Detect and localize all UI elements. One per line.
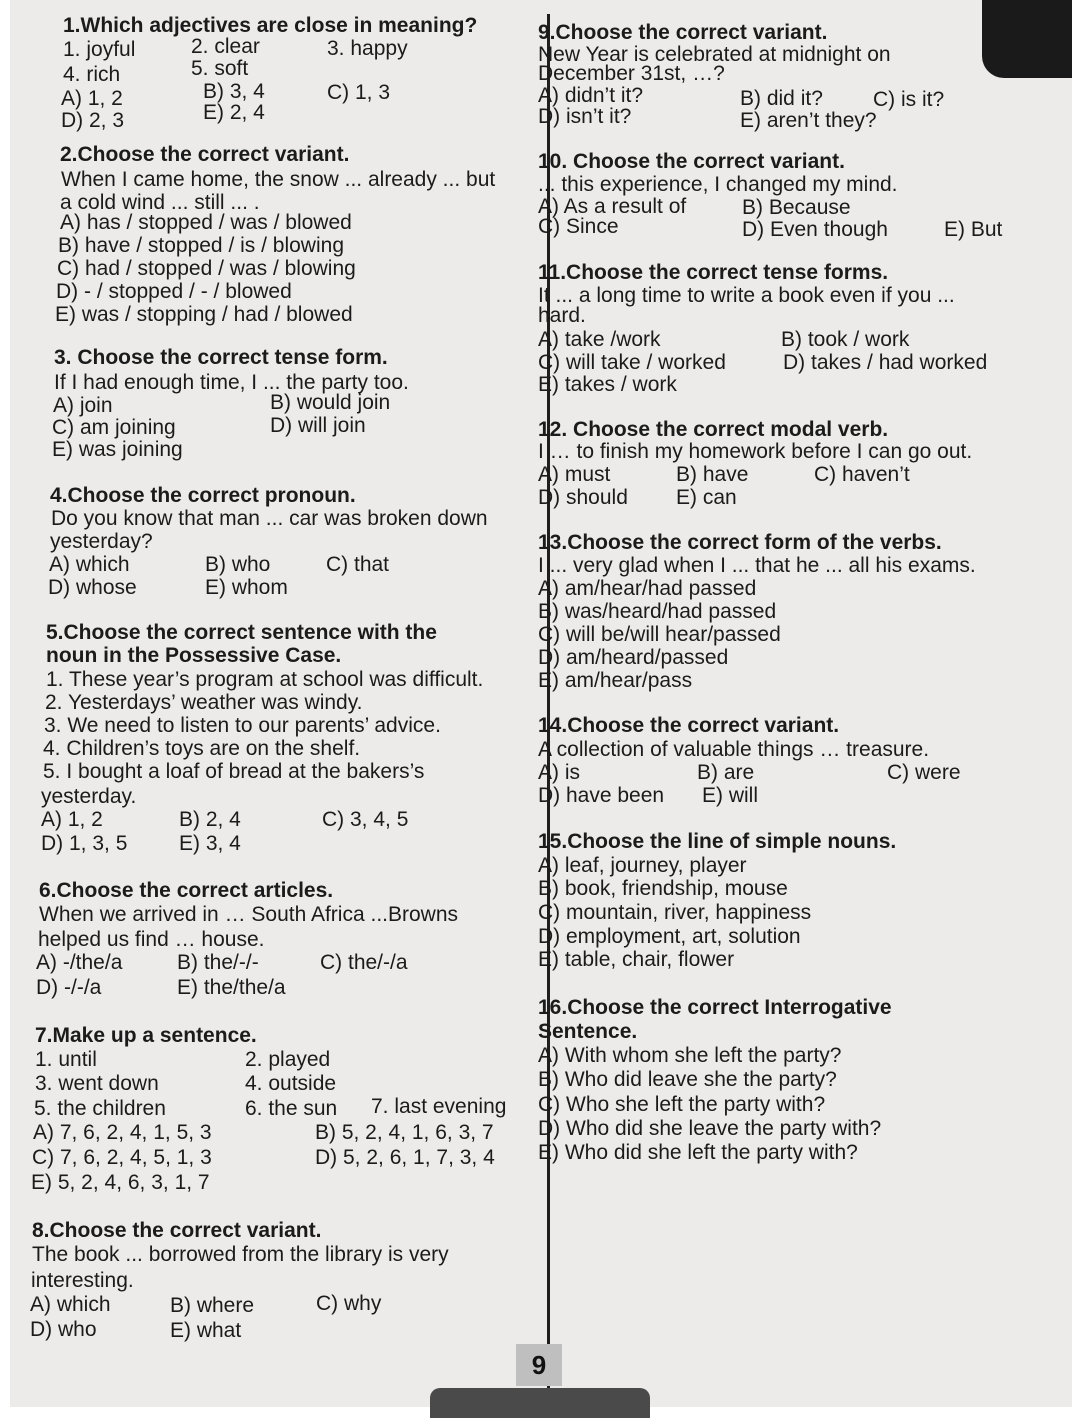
question-text: The book ... borrowed from the library is very <box>32 1243 449 1266</box>
question-text: A collection of valuable things … treasure. <box>538 738 930 761</box>
question-text: hard. <box>538 304 586 327</box>
option-d[interactable]: D) have been <box>538 784 665 807</box>
question-3 <box>52 346 539 461</box>
option-a[interactable]: A) As a result of <box>538 195 687 218</box>
option-d[interactable]: D) -/-/a <box>36 976 102 999</box>
option-a[interactable]: A) didn’t it? <box>538 84 644 107</box>
option-b[interactable]: B) where <box>170 1294 255 1317</box>
option-b[interactable]: B) Who did leave she the party? <box>538 1068 837 1091</box>
question-text: helped us find … house. <box>38 928 265 951</box>
statement: 4. Children’s toys are on the shelf. <box>43 737 361 760</box>
option-d[interactable]: D) takes / had worked <box>783 351 988 374</box>
question-title: 2.Choose the correct variant. <box>60 143 350 166</box>
option-c[interactable]: C) will take / worked <box>538 351 726 374</box>
question-1 <box>61 14 543 132</box>
option-e[interactable]: E) aren’t they? <box>740 109 877 132</box>
question-text: December 31st, …? <box>538 62 725 85</box>
option-a[interactable]: A) -/the/a <box>36 951 123 974</box>
question-title: noun in the Possessive Case. <box>46 644 342 667</box>
question-15 <box>538 830 1023 971</box>
question-title: 13.Choose the correct form of the verbs. <box>538 531 942 554</box>
option-b[interactable]: B) who <box>205 553 271 576</box>
option-e[interactable]: E) But <box>944 218 1003 241</box>
option-d[interactable]: D) whose <box>48 576 137 599</box>
question-title: 15.Choose the line of simple nouns. <box>538 830 897 853</box>
option-a[interactable]: A) leaf, journey, player <box>538 854 747 877</box>
question-text: a cold wind ... still ... . <box>60 191 260 214</box>
option-a[interactable]: A) join <box>53 394 113 417</box>
option-b[interactable]: B) have <box>676 463 749 486</box>
question-title: 14.Choose the correct variant. <box>538 714 840 737</box>
item: 7. last evening <box>371 1095 507 1118</box>
option-d[interactable]: D) Who did she leave the party with? <box>538 1117 882 1140</box>
option-a[interactable]: A) With whom she left the party? <box>538 1044 842 1067</box>
option-a[interactable]: A) take /work <box>538 328 661 351</box>
statement: 2. Yesterdays’ weather was windy. <box>45 691 363 714</box>
option-c[interactable]: C) were <box>887 761 961 784</box>
question-14 <box>538 714 1023 807</box>
worksheet-page <box>10 0 1072 1407</box>
option-d[interactable]: D) should <box>538 486 628 509</box>
option-c[interactable]: C) 1, 3 <box>327 81 391 104</box>
item: 2. played <box>245 1048 331 1071</box>
question-2 <box>55 143 545 326</box>
option-b[interactable]: B) was/heard/had passed <box>538 600 777 623</box>
option-b[interactable]: B) the/-/- <box>177 951 259 974</box>
option-c[interactable]: C) 7, 6, 2, 4, 5, 1, 3 <box>32 1146 212 1169</box>
option-a[interactable]: A) 7, 6, 2, 4, 1, 5, 3 <box>33 1121 212 1144</box>
item: 3. happy <box>327 37 408 60</box>
question-title: 7.Make up a sentence. <box>35 1024 257 1047</box>
option-d[interactable]: D) employment, art, solution <box>538 925 801 948</box>
option-d[interactable]: D) 5, 2, 6, 1, 7, 3, 4 <box>315 1146 495 1169</box>
option-d[interactable]: D) 2, 3 <box>61 109 125 132</box>
page-number: 9 <box>516 1344 562 1386</box>
option-e[interactable]: E) the/the/a <box>177 976 286 999</box>
question-10 <box>538 150 1018 241</box>
option-e[interactable]: E) will <box>702 784 758 807</box>
option-c[interactable]: C) Since <box>538 215 619 238</box>
item: 6. the sun <box>245 1097 338 1120</box>
option-e[interactable]: E) am/hear/pass <box>538 669 693 692</box>
question-6 <box>36 879 539 999</box>
option-b[interactable]: B) did it? <box>740 87 823 110</box>
option-d[interactable]: D) who <box>30 1318 97 1341</box>
option-c[interactable]: C) that <box>326 553 390 576</box>
question-title: 11.Choose the correct tense forms. <box>538 261 889 284</box>
item: 5. the children <box>34 1097 166 1120</box>
option-b[interactable]: B) have / stopped / is / blowing <box>58 234 344 257</box>
option-e[interactable]: E) 3, 4 <box>179 832 241 855</box>
option-b[interactable]: B) 2, 4 <box>179 808 241 831</box>
option-e[interactable]: E) 2, 4 <box>203 101 265 124</box>
statement: 5. I bought a loaf of bread at the bakers’s <box>43 760 425 783</box>
question-11 <box>538 261 1018 396</box>
question-4 <box>48 484 540 599</box>
item: 3. went down <box>35 1072 159 1095</box>
option-e[interactable]: E) can <box>676 486 737 509</box>
option-c[interactable]: C) 3, 4, 5 <box>322 808 409 831</box>
question-title: 16.Choose the correct Interrogative <box>538 996 892 1019</box>
question-text: Do you know that man ... car was broken down <box>51 507 488 530</box>
item: 4. outside <box>245 1072 337 1095</box>
option-d[interactable]: D) am/heard/passed <box>538 646 729 669</box>
question-text: I ... very glad when I ... that he ... all his exams. <box>538 554 976 577</box>
question-title: 6.Choose the correct articles. <box>39 879 334 902</box>
home-indicator-bar <box>430 1388 650 1418</box>
question-5 <box>41 621 541 855</box>
question-9 <box>538 21 1018 132</box>
option-e[interactable]: E) Who did she left the party with? <box>538 1141 858 1164</box>
question-title: 12. Choose the correct modal verb. <box>538 418 889 441</box>
option-b[interactable]: B) 5, 2, 4, 1, 6, 3, 7 <box>315 1121 494 1144</box>
question-16 <box>538 996 1023 1164</box>
option-d[interactable]: D) 1, 3, 5 <box>41 832 128 855</box>
statement: 1. These year’s program at school was difficult. <box>46 668 484 691</box>
question-title: 8.Choose the correct variant. <box>32 1219 322 1242</box>
option-e[interactable]: E) whom <box>205 576 288 599</box>
question-title: 3. Choose the correct tense form. <box>54 346 388 369</box>
option-c[interactable]: C) mountain, river, happiness <box>538 901 812 924</box>
option-c[interactable]: C) am joining <box>52 416 176 439</box>
option-a[interactable]: A) which <box>30 1293 111 1316</box>
option-a[interactable]: A) 1, 2 <box>61 87 123 110</box>
question-text: When we arrived in … South Africa ...Browns <box>39 903 459 926</box>
option-a[interactable]: A) 1, 2 <box>41 808 103 831</box>
option-e[interactable]: E) was joining <box>52 438 183 461</box>
option-c[interactable]: C) is it? <box>873 88 945 111</box>
item: 5. soft <box>191 57 249 80</box>
option-a[interactable]: A) has / stopped / was / blowed <box>60 211 352 234</box>
statement: 3. We need to listen to our parents’ advice. <box>44 714 441 737</box>
item: 2. clear <box>191 35 260 58</box>
question-text: interesting. <box>31 1269 134 1292</box>
statement: yesterday. <box>41 785 137 808</box>
option-b[interactable]: B) Because <box>742 196 851 219</box>
option-e[interactable]: E) table, chair, flower <box>538 948 735 971</box>
question-8 <box>30 1219 537 1342</box>
option-b[interactable]: B) 3, 4 <box>203 80 265 103</box>
option-e[interactable]: E) 5, 2, 4, 6, 3, 1, 7 <box>31 1171 210 1194</box>
question-text: I … to finish my homework before I can go out. <box>538 440 973 463</box>
question-13 <box>538 531 1028 692</box>
question-title: Sentence. <box>538 1020 638 1043</box>
option-c[interactable]: C) had / stopped / was / blowing <box>57 257 356 280</box>
question-text: yesterday? <box>50 530 153 553</box>
option-c[interactable]: C) the/-/a <box>320 951 408 974</box>
option-e[interactable]: E) was / stopping / had / blowed <box>55 303 353 326</box>
question-text: If I had enough time, I ... the party too. <box>54 371 409 394</box>
option-b[interactable]: B) are <box>697 761 755 784</box>
question-title: 4.Choose the correct pronoun. <box>50 484 356 507</box>
option-c[interactable]: C) will be/will hear/passed <box>538 623 781 646</box>
option-e[interactable]: E) takes / work <box>538 373 677 396</box>
question-title: 9.Choose the correct variant. <box>538 21 828 44</box>
option-c[interactable]: C) haven’t <box>814 463 910 486</box>
option-b[interactable]: B) book, friendship, mouse <box>538 877 788 900</box>
item: 1. until <box>35 1048 97 1071</box>
option-d[interactable]: D) - / stopped / - / blowed <box>56 280 292 303</box>
item: 4. rich <box>63 63 121 86</box>
question-title: 1.Which adjectives are close in meaning? <box>63 14 478 37</box>
option-a[interactable]: A) must <box>538 463 611 486</box>
option-b[interactable]: B) would join <box>270 391 391 414</box>
question-text: ... this experience, I changed my mind. <box>538 173 898 196</box>
question-12 <box>538 418 1023 509</box>
option-b[interactable]: B) took / work <box>781 328 910 351</box>
option-c[interactable]: C) Who she left the party with? <box>538 1093 826 1116</box>
option-d[interactable]: D) will join <box>270 414 366 437</box>
question-text: It ... a long time to write a book even if you ... <box>538 284 955 307</box>
option-d[interactable]: D) isn’t it? <box>538 105 632 128</box>
option-c[interactable]: C) why <box>316 1292 382 1315</box>
option-e[interactable]: E) what <box>170 1319 242 1342</box>
option-a[interactable]: A) which <box>49 553 130 576</box>
question-title: 10. Choose the correct variant. <box>538 150 845 173</box>
question-7 <box>31 1024 540 1194</box>
option-a[interactable]: A) is <box>538 761 580 784</box>
item: 1. joyful <box>63 38 136 61</box>
question-text: New Year is celebrated at midnight on <box>538 43 891 66</box>
question-text: When I came home, the snow ... already ... but <box>61 168 496 191</box>
option-d[interactable]: D) Even though <box>742 218 888 241</box>
question-title: 5.Choose the correct sentence with the <box>46 621 437 644</box>
option-a[interactable]: A) am/hear/had passed <box>538 577 757 600</box>
